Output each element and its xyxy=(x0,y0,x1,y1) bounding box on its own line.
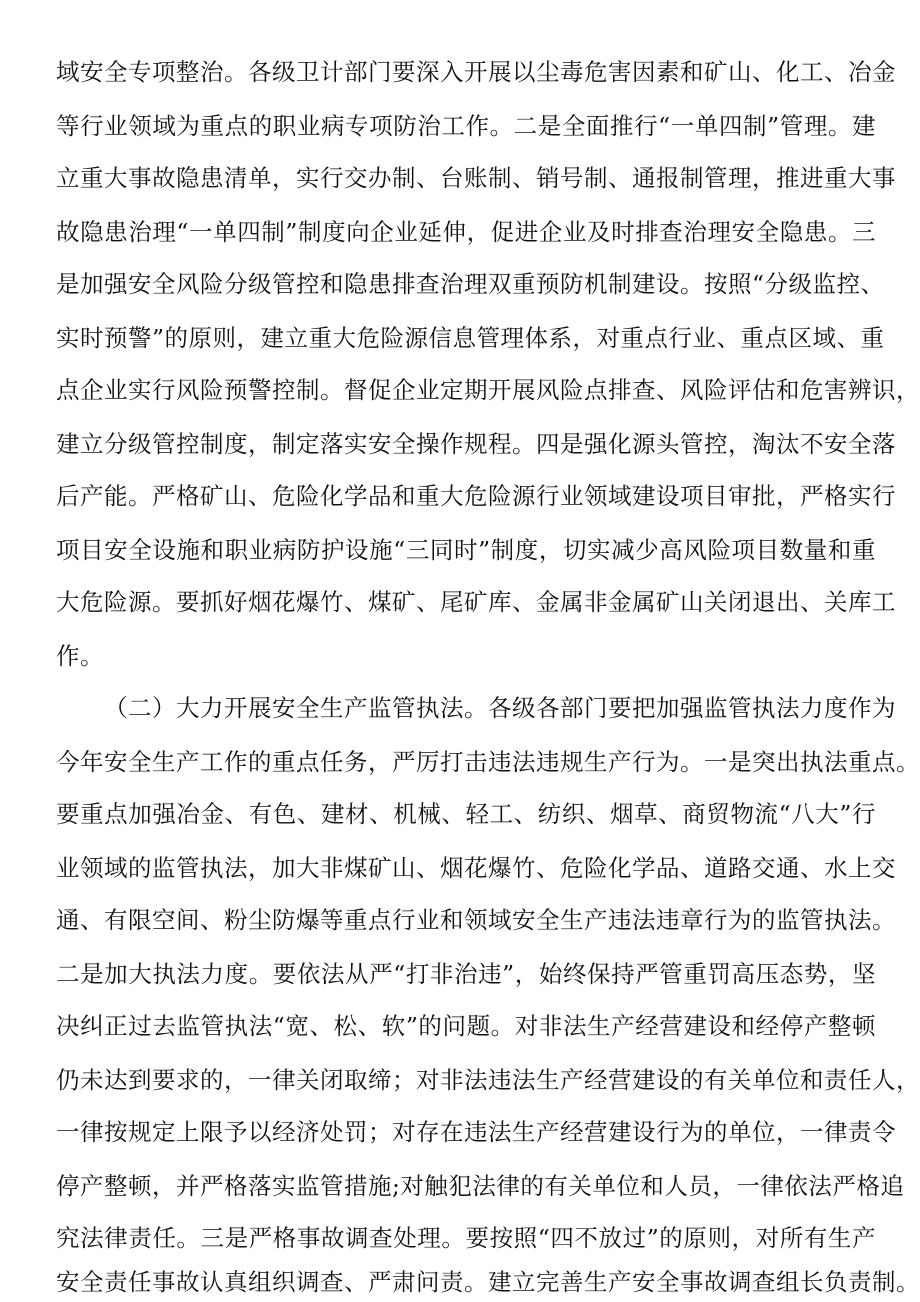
text-line: 二是加大执法力度。要依法从严“打非治违”，始终保持严管重罚高压态势，坚 xyxy=(56,960,876,988)
text-line: 一律按规定上限予以经济处罚；对存在违法生产经营建设行为的单位，一律责令 xyxy=(56,1118,896,1146)
section-heading-line: （二）大力开展安全生产监管执法。各级各部门要把加强监管执法力度作为 xyxy=(104,694,896,722)
text-line: 域安全专项整治。各级卫计部门要深入开展以尘毒危害因素和矿山、化工、冶金 xyxy=(56,58,896,86)
text-line: 立重大事故隐患清单，实行交办制、台账制、销号制、通报制管理，推进重大事 xyxy=(56,164,896,192)
text-line: 安全责任事故认真组织调查、严肃问责。建立完善生产安全事故调查组长负责制。 xyxy=(56,1268,920,1296)
text-line: 决纠正过去监管执法“宽、松、软”的问题。对非法生产经营建设和经停产整顿 xyxy=(56,1012,876,1040)
text-line: 故隐患治理“一单四制”制度向企业延伸，促进企业及时排查治理安全隐患。三 xyxy=(56,218,876,246)
text-line: 通、有限空间、粉尘防爆等重点行业和领域安全生产违法违章行为的监管执法。 xyxy=(56,906,896,934)
text-line: 项目安全设施和职业病防护设施“三同时”制度，切实减少高风险项目数量和重 xyxy=(56,536,876,564)
text-line: 是加强安全风险分级管控和隐患排查治理双重预防机制建设。按照“分级监控、 xyxy=(56,270,885,298)
text-line: 建立分级管控制度，制定落实安全操作规程。四是强化源头管控，淘汰不安全落 xyxy=(56,430,896,458)
text-line: 今年安全生产工作的重点任务，严厉打击违法违规生产行为。一是突出执法重点。 xyxy=(56,748,920,776)
text-line: 仍未达到要求的，一律关闭取缔；对非法违法生产经营建设的有关单位和责任人， xyxy=(56,1066,920,1094)
text-line: 究法律责任。三是严格事故调查处理。要按照“四不放过”的原则，对所有生产 xyxy=(56,1224,876,1252)
text-line: 点企业实行风险预警控制。督促企业定期开展风险点排查、风险评估和危害辨识， xyxy=(56,376,920,404)
text-line: 停产整顿，并严格落实监管措施;对触犯法律的有关单位和人员，一律依法严格追 xyxy=(56,1172,905,1200)
text-line: 实时预警”的原则，建立重大危险源信息管理体系，对重点行业、重点区域、重 xyxy=(56,324,885,352)
text-line: 业领域的监管执法，加大非煤矿山、烟花爆竹、危险化学品、道路交通、水上交 xyxy=(56,854,896,882)
text-line: 要重点加强冶金、有色、建材、机械、轻工、纺织、烟草、商贸物流“八大”行 xyxy=(56,800,876,828)
text-line: 作。 xyxy=(56,642,104,670)
text-line: 大危险源。要抓好烟花爆竹、煤矿、尾矿库、金属非金属矿山关闭退出、关库工 xyxy=(56,588,896,616)
text-line: 后产能。严格矿山、危险化学品和重大危险源行业领域建设项目审批，严格实行 xyxy=(56,482,896,510)
text-line: 等行业领域为重点的职业病专项防治工作。二是全面推行“一单四制”管理。建 xyxy=(56,112,876,140)
